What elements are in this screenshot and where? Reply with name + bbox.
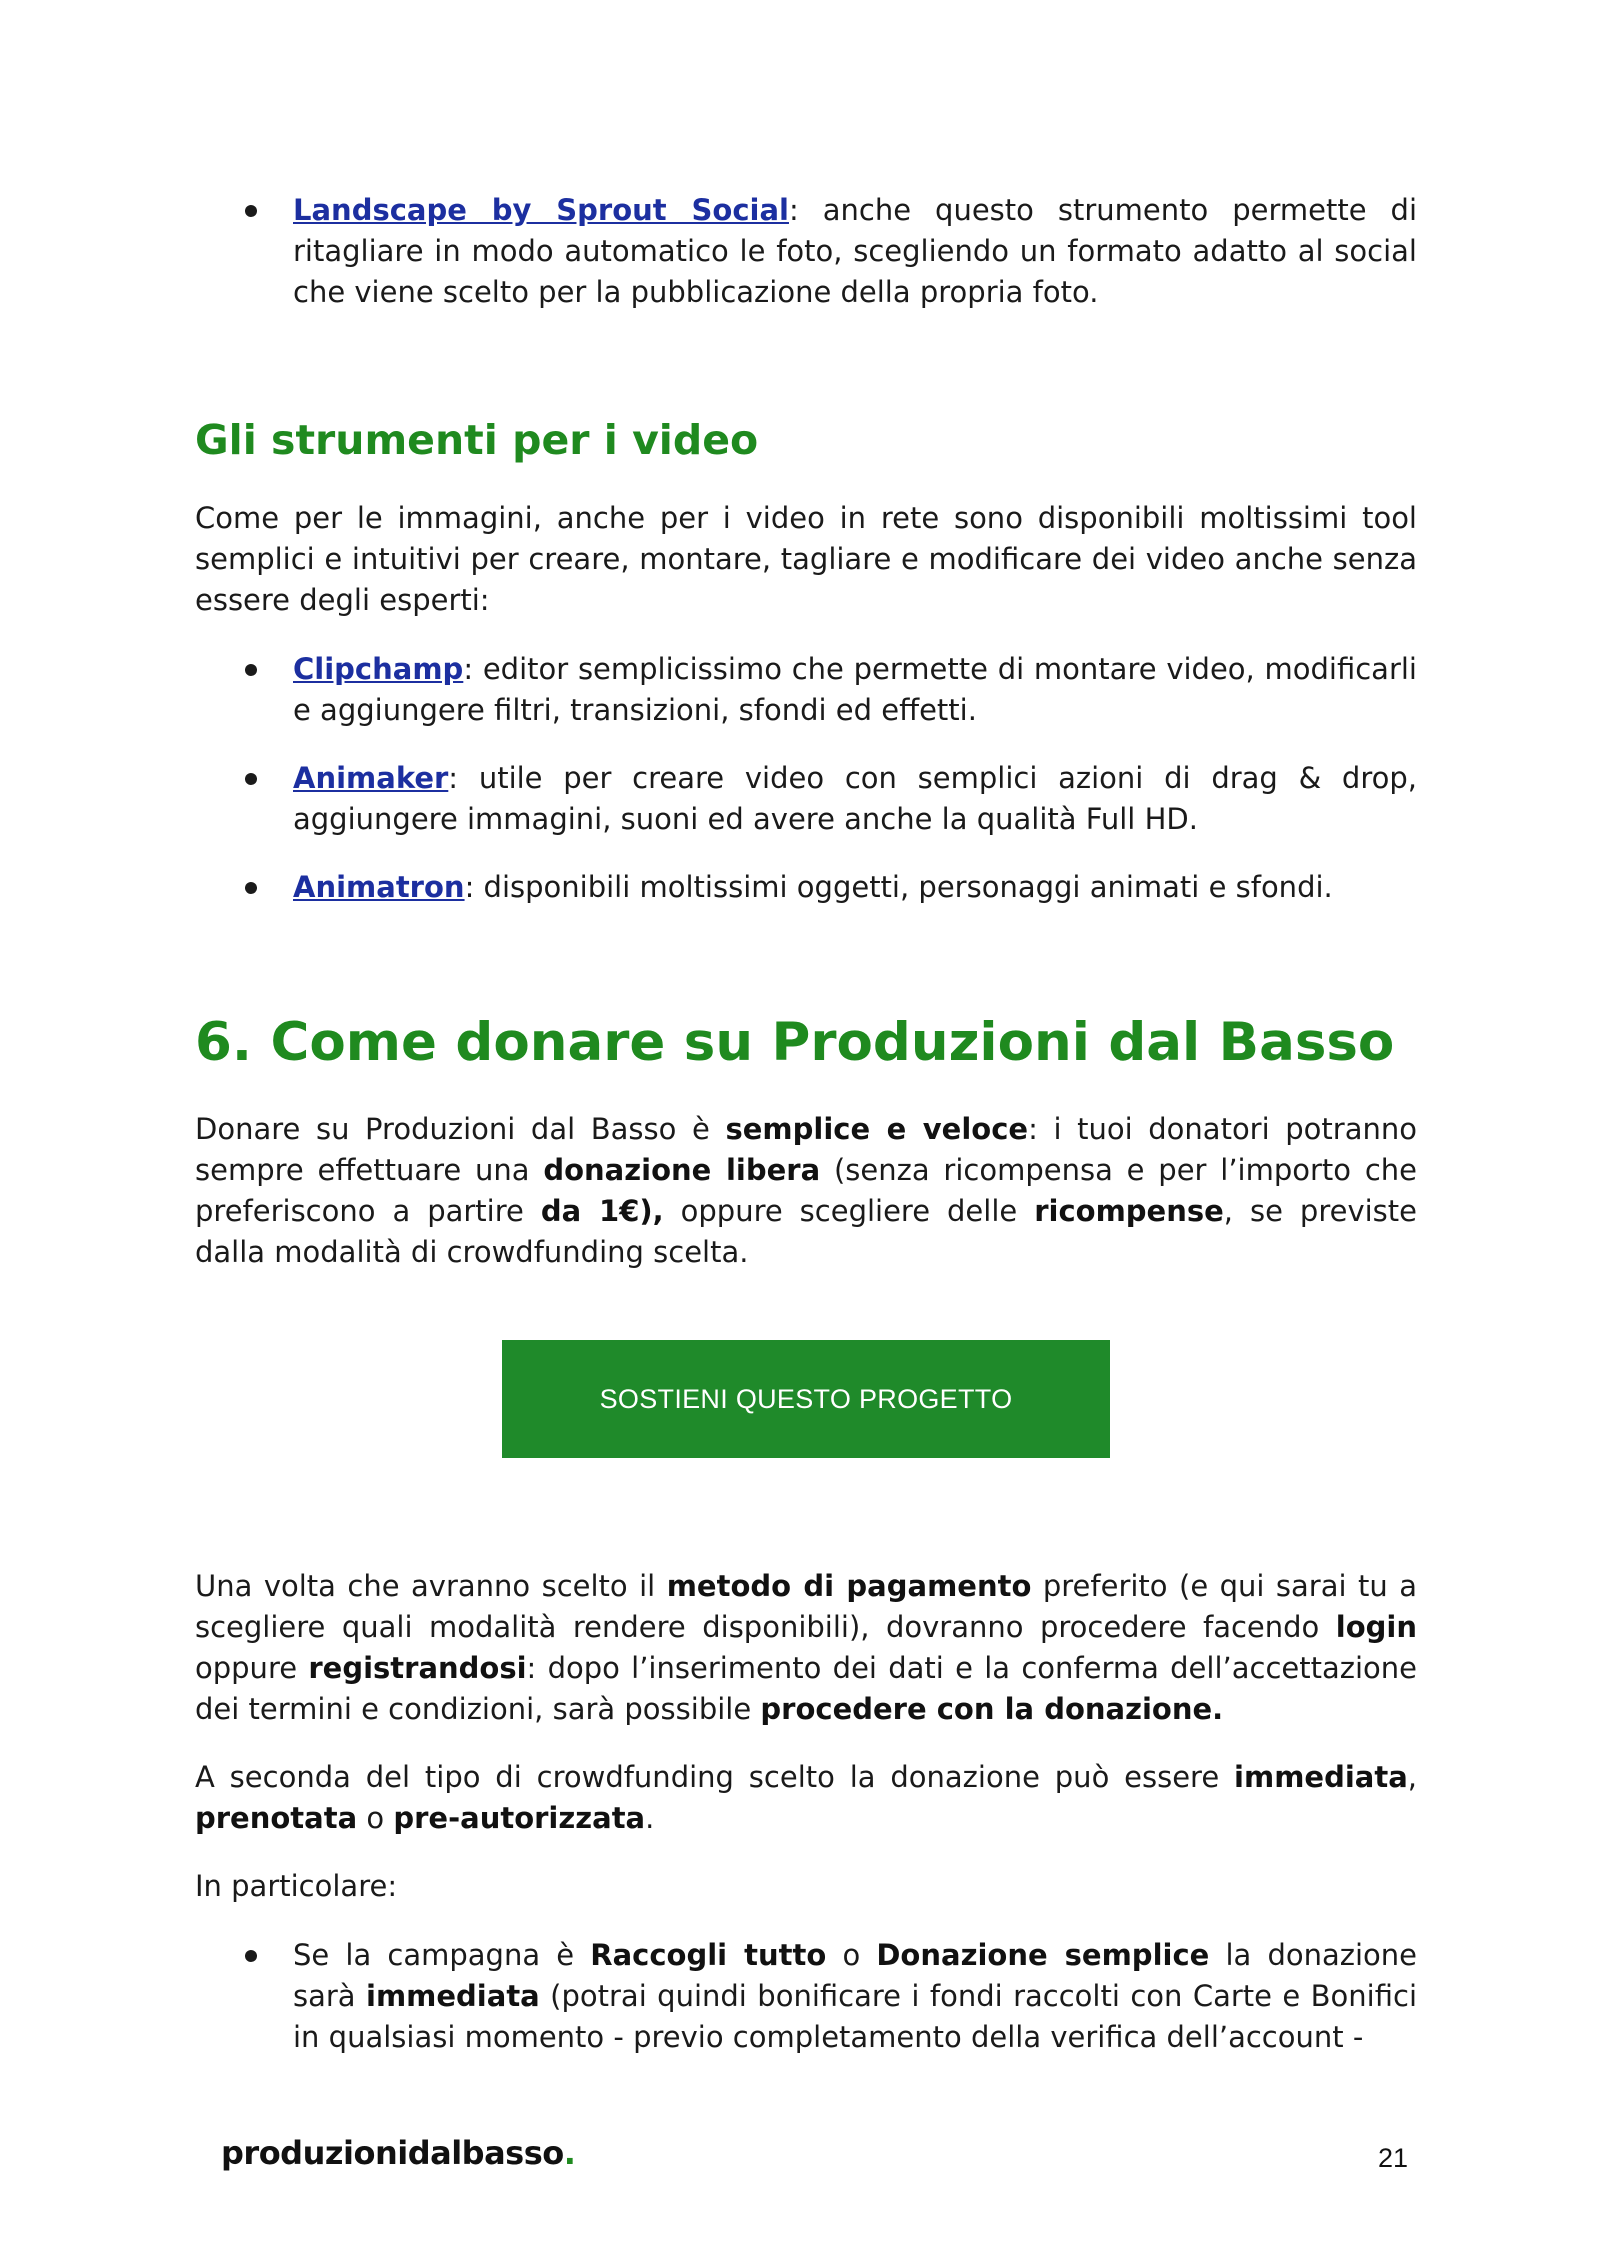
bullet-icon: [245, 773, 257, 785]
support-project-button[interactable]: SOSTIENI QUESTO PROGETTO: [502, 1340, 1110, 1458]
campaign-types-list-block: [195, 1935, 1417, 2058]
list-item: [195, 649, 1417, 731]
logo-dot: .: [563, 2134, 576, 2172]
brand-logo: produzionidalbasso.: [221, 2134, 576, 2172]
list-item-text: : disponibili moltissimi oggetti, personaggi animati e sfondi.: [464, 870, 1333, 904]
donate-paragraph-1: Donare su Produzioni dal Basso è semplice e veloce: i tuoi donatori potranno sempre effettuare una donazione libera (senza ricompensa e per l’importo che preferiscono a partire da 1€), oppure scegliere delle ricompense, se previste dalla modalità di crowdfunding scelta.: [195, 1112, 1417, 1269]
video-section-intro: Come per le immagini, anche per i video in rete sono disponibili moltissimi tool semplici e intuitivi per creare, montare, tagliare e modificare dei video anche senza essere degli esperti:: [195, 501, 1417, 617]
animatron-link[interactable]: Animatron: [293, 870, 465, 904]
bullet-icon: [245, 882, 257, 894]
list-item: [195, 758, 1417, 840]
donate-paragraph-4: In particolare:: [195, 1869, 398, 1903]
video-section-heading: Gli strumenti per i video: [195, 416, 759, 464]
list-item: Se la campagna è Raccogli tutto o Donazione semplice la donazione sarà immediata (potrai quindi bonificare i fondi raccolti con Carte e Bonifici in qualsiasi momento - previo completamento della verifica dell’account -: [195, 1935, 1417, 2058]
donate-paragraph-2: Una volta che avranno scelto il metodo di pagamento preferito (e qui sarai tu a scegliere quali modalità rendere disponibili), dovranno procedere facendo login oppure registrandosi: dopo l’inserimento dei dati e la conferma dell’accettazione dei termini e condizioni, sarà possibile procedere con la donazione.: [195, 1569, 1417, 1726]
list-item: [195, 190, 1417, 313]
intro-list-block: [195, 190, 1417, 313]
intro-list: [195, 190, 1417, 313]
donate-paragraph-3: A seconda del tipo di crowdfunding scelto la donazione può essere immediata, prenotata o pre-autorizzata.: [195, 1760, 1417, 1835]
list-item: [195, 867, 1417, 908]
list-item-text: : utile per creare video con semplici azioni di drag & drop, aggiungere immagini, suoni ed avere anche la qualità Full HD.: [293, 761, 1417, 836]
clipchamp-link[interactable]: Clipchamp: [293, 652, 464, 686]
video-tools-list-block: [195, 649, 1417, 908]
page-number: 21: [1378, 2143, 1409, 2173]
bullet-icon: [245, 205, 257, 217]
campaign-types-list: [195, 1935, 1417, 2058]
list-item-text: : anche questo strumento permette di ritagliare in modo automatico le foto, scegliendo un formato adatto al social che viene scelto per la pubblicazione della propria foto.: [293, 193, 1418, 309]
bullet-icon: [245, 1950, 257, 1962]
donate-section-heading: 6. Come donare su Produzioni dal Basso: [195, 1012, 1395, 1073]
animaker-link[interactable]: Animaker: [293, 761, 449, 795]
list-item-text: : editor semplicissimo che permette di montare video, modificarli e aggiungere filtri, transizioni, sfondi ed effetti.: [293, 652, 1417, 727]
landscape-link[interactable]: Landscape by Sprout Social: [293, 193, 789, 227]
bullet-icon: [245, 664, 257, 676]
video-tools-list: [195, 649, 1417, 908]
